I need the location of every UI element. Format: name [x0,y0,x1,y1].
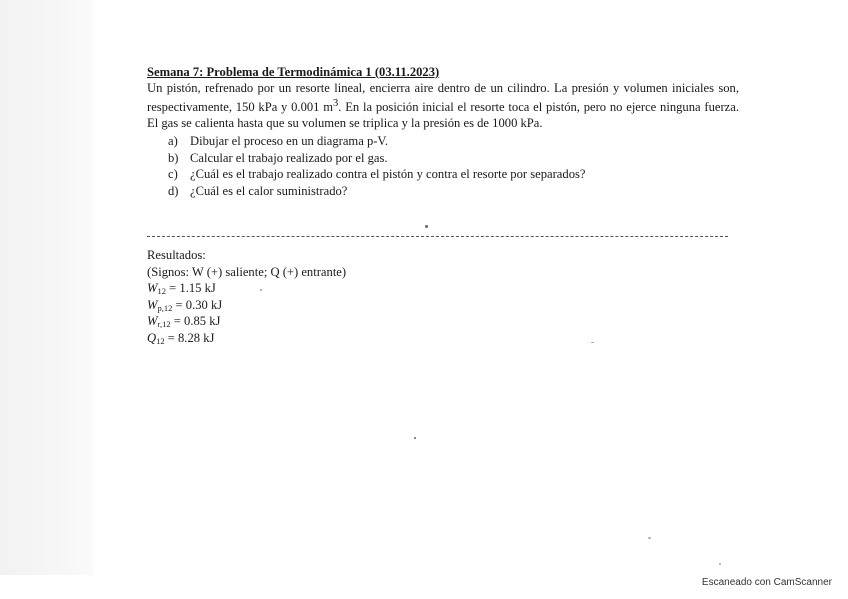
scan-speck [414,437,416,439]
question-text: Dibujar el proceso en un diagrama p-V. [190,134,389,149]
question-text: ¿Cuál es el trabajo realizado contra el pistón y contra el resorte por separados? [190,167,586,182]
problem-sheet [147,64,739,199]
result-subscript: 12 [156,335,165,346]
result-value: = 1.15 kJ [166,281,216,296]
section-divider [147,236,728,237]
list-item [147,166,739,183]
result-symbol: W [147,281,158,296]
result-work-spring [147,313,346,330]
scan-speck [648,537,651,539]
question-text: ¿Cuál es el calor suministrado? [190,183,348,198]
result-subscript: 12 [157,286,166,297]
result-value: = 0.30 kJ [172,297,223,312]
results-heading: Resultados: [147,248,206,262]
problem-statement [147,80,739,131]
question-list [147,133,739,199]
statement-text-cont: . En la posición inicial el resorte toca el pistón, pero no ejerce ninguna fuerza. El gas se calienta hasta que su volumen se triplica y la presión es de 1000 kPa. [147,100,739,131]
result-heat [147,330,346,347]
sign-convention: (Signos: W (+) saliente; Q (+) entrante) [147,264,347,279]
result-work-total [147,280,346,297]
question-letter: a) [168,134,178,149]
result-symbol: W [147,297,158,312]
result-subscript: r,12 [157,319,171,330]
scan-speck [260,289,262,291]
result-subscript: p,12 [157,302,173,313]
result-symbol: W [147,314,158,329]
list-item [147,150,739,167]
statement-text: Un pistón, refrenado por un resorte lineal, encierra aire dentro de un cilindro. La presión y volumen iniciales son, respectivamente, 150 kPa y 0.001 m [147,81,739,115]
question-letter: d) [168,183,179,198]
result-value: = 8.28 kJ [164,330,215,345]
scanner-watermark: Escaneado con CamScanner [701,577,832,588]
scan-speck [591,342,594,343]
question-text: Calcular el trabajo realizado por el gas. [190,150,388,165]
result-value: = 0.85 kJ [170,314,221,329]
scan-shadow-strip [0,0,93,575]
scan-speck [425,225,428,228]
list-item [147,183,739,200]
unit-exponent: 3 [333,98,339,109]
result-symbol: Q [147,330,157,345]
scan-speck [719,563,721,565]
results-section [147,247,346,347]
result-work-piston [147,297,346,314]
list-item [147,133,739,150]
question-letter: b) [168,150,179,165]
page-title: Semana 7: Problema de Termodinámica 1 (03.11.2023) [147,65,440,79]
question-letter: c) [168,167,178,182]
